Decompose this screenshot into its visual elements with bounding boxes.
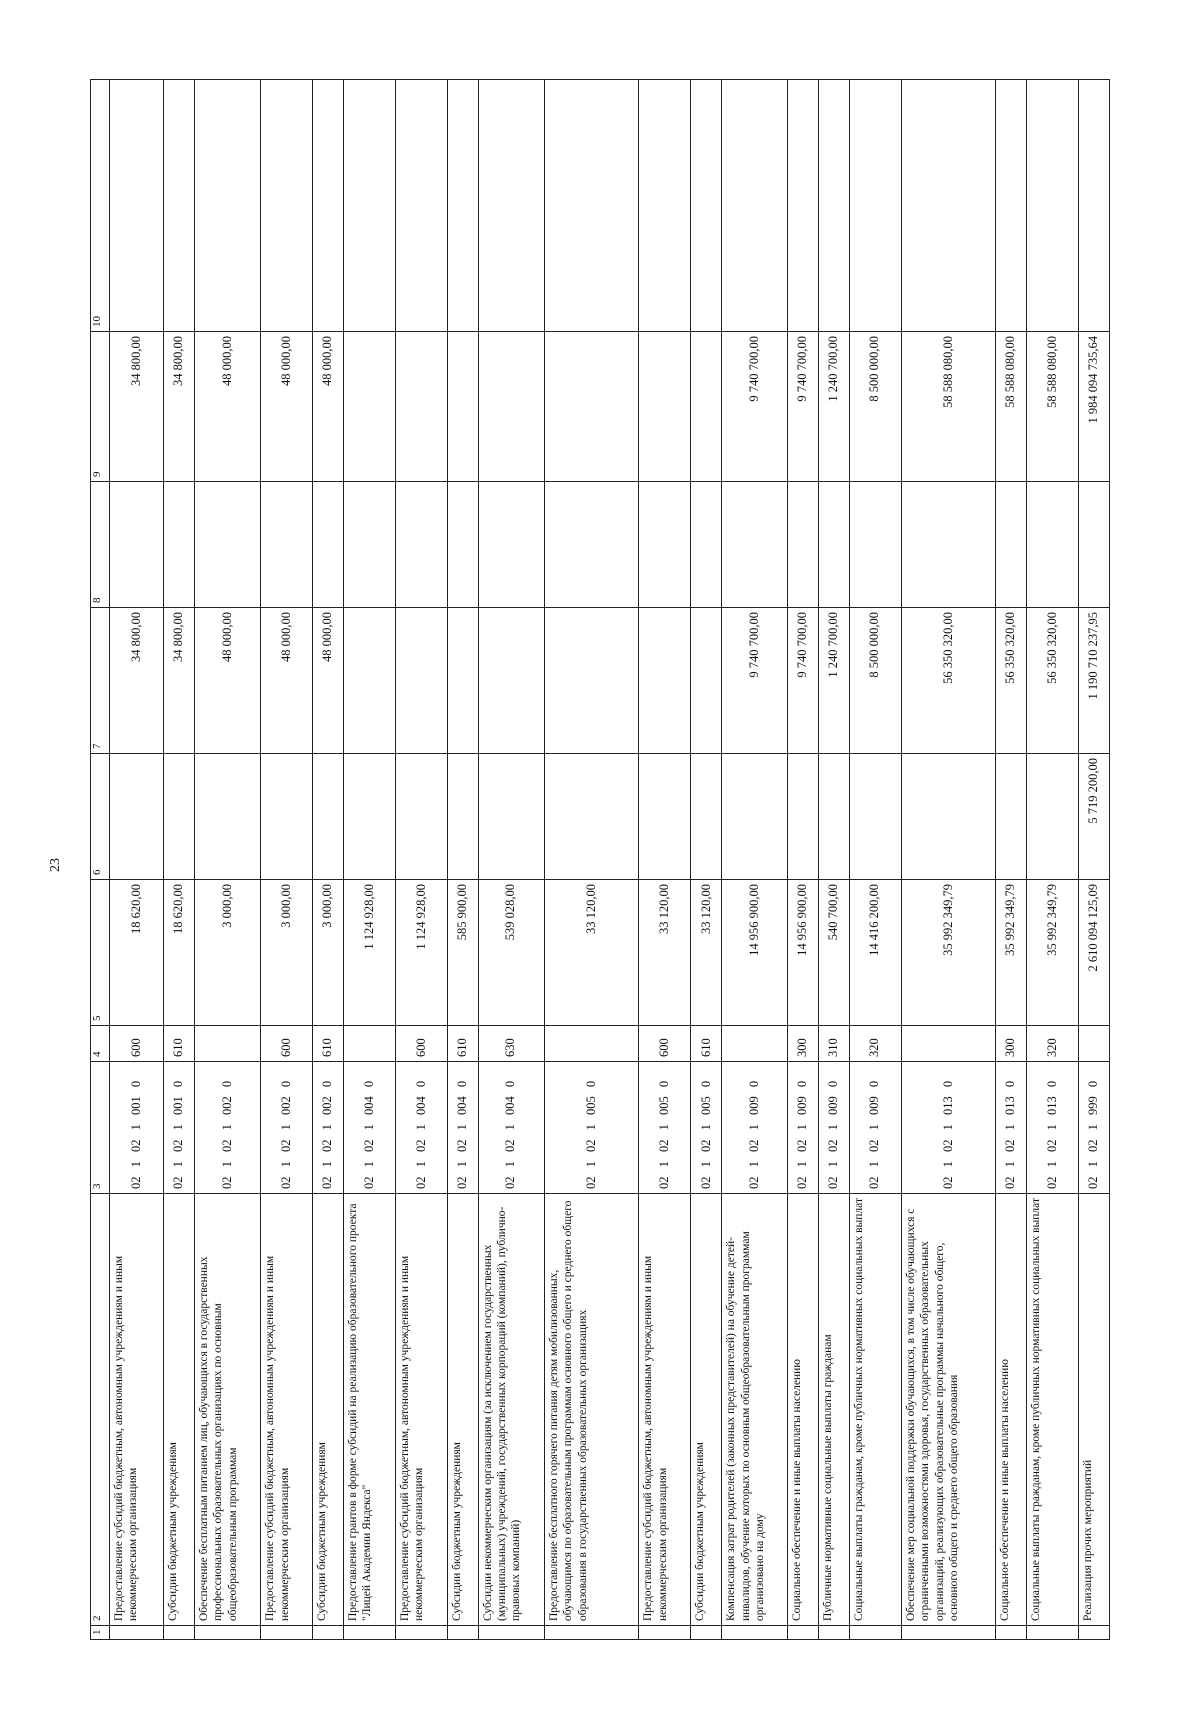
table-row <box>164 80 195 1640</box>
row-name: Предоставление субсидий бюджетным, автономным учреждениям и иным некоммерческим организациям <box>639 1194 691 1626</box>
row-name: Предоставление субсидий бюджетным, автономным учреждениям и иным некоммерческим организациям <box>110 1194 164 1626</box>
col7-value: 48 000,00 <box>313 608 344 754</box>
cs-code: 02 1 02 1 013 0 <box>996 1062 1027 1194</box>
c1-cell <box>1027 1626 1079 1640</box>
col10-value <box>544 80 639 332</box>
col5-value: 1 124 928,00 <box>395 880 447 1026</box>
col10-value <box>110 80 164 332</box>
col9-value: 58 588 080,00 <box>1027 332 1079 482</box>
col6-value <box>195 754 261 880</box>
vr-code: 600 <box>261 1026 313 1062</box>
col5-value: 540 700,00 <box>819 880 850 1026</box>
col7-value: 1 240 700,00 <box>819 608 850 754</box>
col5-value: 14 416 200,00 <box>849 880 901 1026</box>
vr-code: 300 <box>996 1026 1027 1062</box>
c1-cell <box>164 1626 195 1640</box>
c1-cell <box>544 1626 639 1640</box>
row-name: Компенсация затрат родителей (законных представителей) на обучение детей-инвалидов, обучение которых по основным общеобразовательным программам организовано на дому <box>722 1194 788 1626</box>
header-cell-1: 1 <box>91 1626 110 1640</box>
table-row <box>996 80 1027 1640</box>
header-cell-4: 4 <box>91 1026 110 1062</box>
vr-code: 610 <box>447 1026 478 1062</box>
col9-value <box>639 332 691 482</box>
table-row <box>1027 80 1079 1640</box>
table-row <box>343 80 395 1640</box>
col8-value <box>395 482 447 608</box>
col8-value <box>1079 482 1110 608</box>
vr-code <box>722 1026 788 1062</box>
c1-cell <box>313 1626 344 1640</box>
row-name: Социальное обеспечение и иные выплаты населению <box>788 1194 819 1626</box>
table-row <box>478 80 544 1640</box>
col9-value: 9 740 700,00 <box>722 332 788 482</box>
col7-value: 48 000,00 <box>261 608 313 754</box>
col5-value: 14 956 900,00 <box>788 880 819 1026</box>
col9-value: 34 800,00 <box>110 332 164 482</box>
header-cell-10: 10 <box>91 80 110 332</box>
row-name: Социальные выплаты гражданам, кроме публичных нормативных социальных выплат <box>1027 1194 1079 1626</box>
table-row <box>261 80 313 1640</box>
col10-value <box>996 80 1027 332</box>
row-name: Предоставление бесплатного горячего питания детям мобилизованных, обучающимся по образовательным программам основного общего и среднего общего образования в государственных образовательных организациях <box>544 1194 639 1626</box>
vr-code: 630 <box>478 1026 544 1062</box>
col6-value: 5 719 200,00 <box>1079 754 1110 880</box>
cs-code: 02 1 02 1 009 0 <box>788 1062 819 1194</box>
col10-value <box>901 80 996 332</box>
vr-code: 600 <box>110 1026 164 1062</box>
c1-cell <box>261 1626 313 1640</box>
col10-value <box>447 80 478 332</box>
c1-cell <box>849 1626 901 1640</box>
col9-value: 48 000,00 <box>313 332 344 482</box>
col9-value: 1 240 700,00 <box>819 332 850 482</box>
col7-value <box>343 608 395 754</box>
col9-value: 48 000,00 <box>261 332 313 482</box>
row-name: Обеспечение бесплатным питанием лиц, обучающихся в государственных профессиональных образовательных организациях по основным общеобразовательным программам <box>195 1194 261 1626</box>
col6-value <box>447 754 478 880</box>
c1-cell <box>901 1626 996 1640</box>
header-cell-8: 8 <box>91 482 110 608</box>
col8-value <box>788 482 819 608</box>
table-row <box>691 80 722 1640</box>
col8-value <box>478 482 544 608</box>
col7-value <box>395 608 447 754</box>
cs-code: 02 1 02 1 004 0 <box>343 1062 395 1194</box>
col9-value <box>478 332 544 482</box>
vr-code: 320 <box>849 1026 901 1062</box>
header-row <box>91 80 110 1640</box>
col10-value <box>313 80 344 332</box>
col7-value: 9 740 700,00 <box>788 608 819 754</box>
row-name: Публичные нормативные социальные выплаты гражданам <box>819 1194 850 1626</box>
col8-value <box>819 482 850 608</box>
col10-value <box>478 80 544 332</box>
col5-value: 33 120,00 <box>691 880 722 1026</box>
col7-value <box>639 608 691 754</box>
col7-value <box>447 608 478 754</box>
header-cell-5: 5 <box>91 880 110 1026</box>
cs-code: 02 1 02 1 013 0 <box>901 1062 996 1194</box>
row-name: Предоставление субсидий бюджетным, автономным учреждениям и иным некоммерческим организациям <box>395 1194 447 1626</box>
cs-code: 02 1 02 1 001 0 <box>164 1062 195 1194</box>
table-row <box>901 80 996 1640</box>
col8-value <box>1027 482 1079 608</box>
col10-value <box>195 80 261 332</box>
vr-code <box>1079 1026 1110 1062</box>
col6-value <box>639 754 691 880</box>
row-name: Субсидии бюджетным учреждениям <box>691 1194 722 1626</box>
col5-value: 33 120,00 <box>544 880 639 1026</box>
col6-value <box>819 754 850 880</box>
col10-value <box>722 80 788 332</box>
col5-value: 3 000,00 <box>313 880 344 1026</box>
col10-value <box>819 80 850 332</box>
col8-value <box>639 482 691 608</box>
col9-value <box>691 332 722 482</box>
col6-value <box>313 754 344 880</box>
table-row <box>544 80 639 1640</box>
c1-cell <box>343 1626 395 1640</box>
col5-value: 35 992 349,79 <box>996 880 1027 1026</box>
col7-value: 56 350 320,00 <box>901 608 996 754</box>
row-name: Обеспечение мер социальной поддержки обучающихся, в том числе обучающихся с ограниченными возможностями здоровья, государственных образовательных организаций, реализующих образовательные программы начального общего, основного общего и среднего общего образования <box>901 1194 996 1626</box>
col5-value: 33 120,00 <box>639 880 691 1026</box>
c1-cell <box>447 1626 478 1640</box>
col9-value: 1 984 094 735,64 <box>1079 332 1110 482</box>
cs-code: 02 1 02 1 005 0 <box>639 1062 691 1194</box>
col8-value <box>195 482 261 608</box>
c1-cell <box>395 1626 447 1640</box>
c1-cell <box>788 1626 819 1640</box>
table-row <box>447 80 478 1640</box>
col6-value <box>395 754 447 880</box>
col5-value: 3 000,00 <box>261 880 313 1026</box>
col10-value <box>395 80 447 332</box>
col7-value: 34 800,00 <box>110 608 164 754</box>
vr-code: 600 <box>639 1026 691 1062</box>
col6-value <box>164 754 195 880</box>
c1-cell <box>639 1626 691 1640</box>
col6-value <box>996 754 1027 880</box>
row-name: Субсидии некоммерческим организациям (за исключением государственных (муниципальных) учреждений, государственных корпораций (компаний), публично-правовых компаний) <box>478 1194 544 1626</box>
col5-value: 35 992 349,79 <box>1027 880 1079 1026</box>
vr-code: 610 <box>313 1026 344 1062</box>
col8-value <box>544 482 639 608</box>
row-name: Предоставление грантов в форме субсидий на реализацию образовательного проекта "Лицей Академии Яндекса" <box>343 1194 395 1626</box>
c1-cell <box>478 1626 544 1640</box>
col7-value: 9 740 700,00 <box>722 608 788 754</box>
col7-value <box>478 608 544 754</box>
vr-code: 610 <box>691 1026 722 1062</box>
col8-value <box>901 482 996 608</box>
c1-cell <box>691 1626 722 1640</box>
c1-cell <box>1079 1626 1110 1640</box>
col9-value <box>447 332 478 482</box>
col7-value: 8 500 000,00 <box>849 608 901 754</box>
col9-value <box>395 332 447 482</box>
col5-value: 35 992 349,79 <box>901 880 996 1026</box>
col5-value: 18 620,00 <box>110 880 164 1026</box>
col8-value <box>849 482 901 608</box>
table-row <box>195 80 261 1640</box>
col6-value <box>901 754 996 880</box>
table-row <box>110 80 164 1640</box>
col10-value <box>261 80 313 332</box>
row-name: Субсидии бюджетным учреждениям <box>164 1194 195 1626</box>
table-row <box>849 80 901 1640</box>
budget-table <box>90 79 1110 1640</box>
col10-value <box>849 80 901 332</box>
col10-value <box>1079 80 1110 332</box>
vr-code: 600 <box>395 1026 447 1062</box>
col8-value <box>691 482 722 608</box>
vr-code: 300 <box>788 1026 819 1062</box>
row-name: Предоставление субсидий бюджетным, автономным учреждениям и иным некоммерческим организациям <box>261 1194 313 1626</box>
col5-value: 3 000,00 <box>195 880 261 1026</box>
table-row <box>1079 80 1110 1640</box>
cs-code: 02 1 02 1 009 0 <box>849 1062 901 1194</box>
col6-value <box>849 754 901 880</box>
cs-code: 02 1 02 1 009 0 <box>722 1062 788 1194</box>
c1-cell <box>110 1626 164 1640</box>
col7-value: 34 800,00 <box>164 608 195 754</box>
col9-value <box>544 332 639 482</box>
col5-value: 585 900,00 <box>447 880 478 1026</box>
col9-value: 34 800,00 <box>164 332 195 482</box>
col8-value <box>313 482 344 608</box>
cs-code: 02 1 02 1 009 0 <box>819 1062 850 1194</box>
col9-value <box>343 332 395 482</box>
row-name: Субсидии бюджетным учреждениям <box>447 1194 478 1626</box>
col10-value <box>639 80 691 332</box>
col10-value <box>164 80 195 332</box>
vr-code <box>343 1026 395 1062</box>
col8-value <box>110 482 164 608</box>
col6-value <box>478 754 544 880</box>
col7-value: 48 000,00 <box>195 608 261 754</box>
cs-code: 02 1 02 1 999 0 <box>1079 1062 1110 1194</box>
table-row <box>395 80 447 1640</box>
col9-value: 58 588 080,00 <box>901 332 996 482</box>
col9-value: 9 740 700,00 <box>788 332 819 482</box>
row-name: Социальные выплаты гражданам, кроме публичных нормативных социальных выплат <box>849 1194 901 1626</box>
col10-value <box>1027 80 1079 332</box>
col5-value: 1 124 928,00 <box>343 880 395 1026</box>
c1-cell <box>996 1626 1027 1640</box>
col9-value: 58 588 080,00 <box>996 332 1027 482</box>
col7-value: 1 190 710 237,95 <box>1079 608 1110 754</box>
col9-value: 8 500 000,00 <box>849 332 901 482</box>
col8-value <box>164 482 195 608</box>
page-number: 23 <box>48 858 63 872</box>
table-row <box>722 80 788 1640</box>
table-row <box>639 80 691 1640</box>
col8-value <box>447 482 478 608</box>
col6-value <box>110 754 164 880</box>
table-row <box>313 80 344 1640</box>
cs-code: 02 1 02 1 002 0 <box>313 1062 344 1194</box>
col5-value: 539 028,00 <box>478 880 544 1026</box>
col7-value <box>544 608 639 754</box>
header-cell-6: 6 <box>91 754 110 880</box>
c1-cell <box>722 1626 788 1640</box>
c1-cell <box>819 1626 850 1640</box>
col6-value <box>343 754 395 880</box>
row-name: Социальное обеспечение и иные выплаты населению <box>996 1194 1027 1626</box>
col6-value <box>722 754 788 880</box>
cs-code: 02 1 02 1 002 0 <box>195 1062 261 1194</box>
cs-code: 02 1 02 1 004 0 <box>478 1062 544 1194</box>
cs-code: 02 1 02 1 005 0 <box>691 1062 722 1194</box>
cs-code: 02 1 02 1 002 0 <box>261 1062 313 1194</box>
row-name: Реализация прочих мероприятий <box>1079 1194 1110 1626</box>
col10-value <box>691 80 722 332</box>
vr-code <box>195 1026 261 1062</box>
table-row <box>819 80 850 1640</box>
header-cell-9: 9 <box>91 332 110 482</box>
vr-code <box>544 1026 639 1062</box>
col6-value <box>691 754 722 880</box>
cs-code: 02 1 02 1 005 0 <box>544 1062 639 1194</box>
c1-cell <box>195 1626 261 1640</box>
header-cell-2: 2 <box>91 1194 110 1626</box>
col5-value: 14 956 900,00 <box>722 880 788 1026</box>
col5-value: 18 620,00 <box>164 880 195 1026</box>
col6-value <box>544 754 639 880</box>
cs-code: 02 1 02 1 004 0 <box>447 1062 478 1194</box>
table-row <box>788 80 819 1640</box>
cs-code: 02 1 02 1 013 0 <box>1027 1062 1079 1194</box>
header-cell-7: 7 <box>91 608 110 754</box>
col7-value: 56 350 320,00 <box>1027 608 1079 754</box>
col5-value: 2 610 094 125,09 <box>1079 880 1110 1026</box>
col6-value <box>788 754 819 880</box>
cs-code: 02 1 02 1 004 0 <box>395 1062 447 1194</box>
col6-value <box>261 754 313 880</box>
vr-code: 320 <box>1027 1026 1079 1062</box>
col8-value <box>343 482 395 608</box>
vr-code <box>901 1026 996 1062</box>
col7-value <box>691 608 722 754</box>
row-name: Субсидии бюджетным учреждениям <box>313 1194 344 1626</box>
vr-code: 610 <box>164 1026 195 1062</box>
col10-value <box>343 80 395 332</box>
col8-value <box>722 482 788 608</box>
budget-table-sheet <box>90 80 1110 1640</box>
col6-value <box>1027 754 1079 880</box>
col8-value <box>261 482 313 608</box>
col10-value <box>788 80 819 332</box>
col8-value <box>996 482 1027 608</box>
cs-code: 02 1 02 1 001 0 <box>110 1062 164 1194</box>
col9-value: 48 000,00 <box>195 332 261 482</box>
col7-value: 56 350 320,00 <box>996 608 1027 754</box>
header-cell-3: 3 <box>91 1062 110 1194</box>
vr-code: 310 <box>819 1026 850 1062</box>
